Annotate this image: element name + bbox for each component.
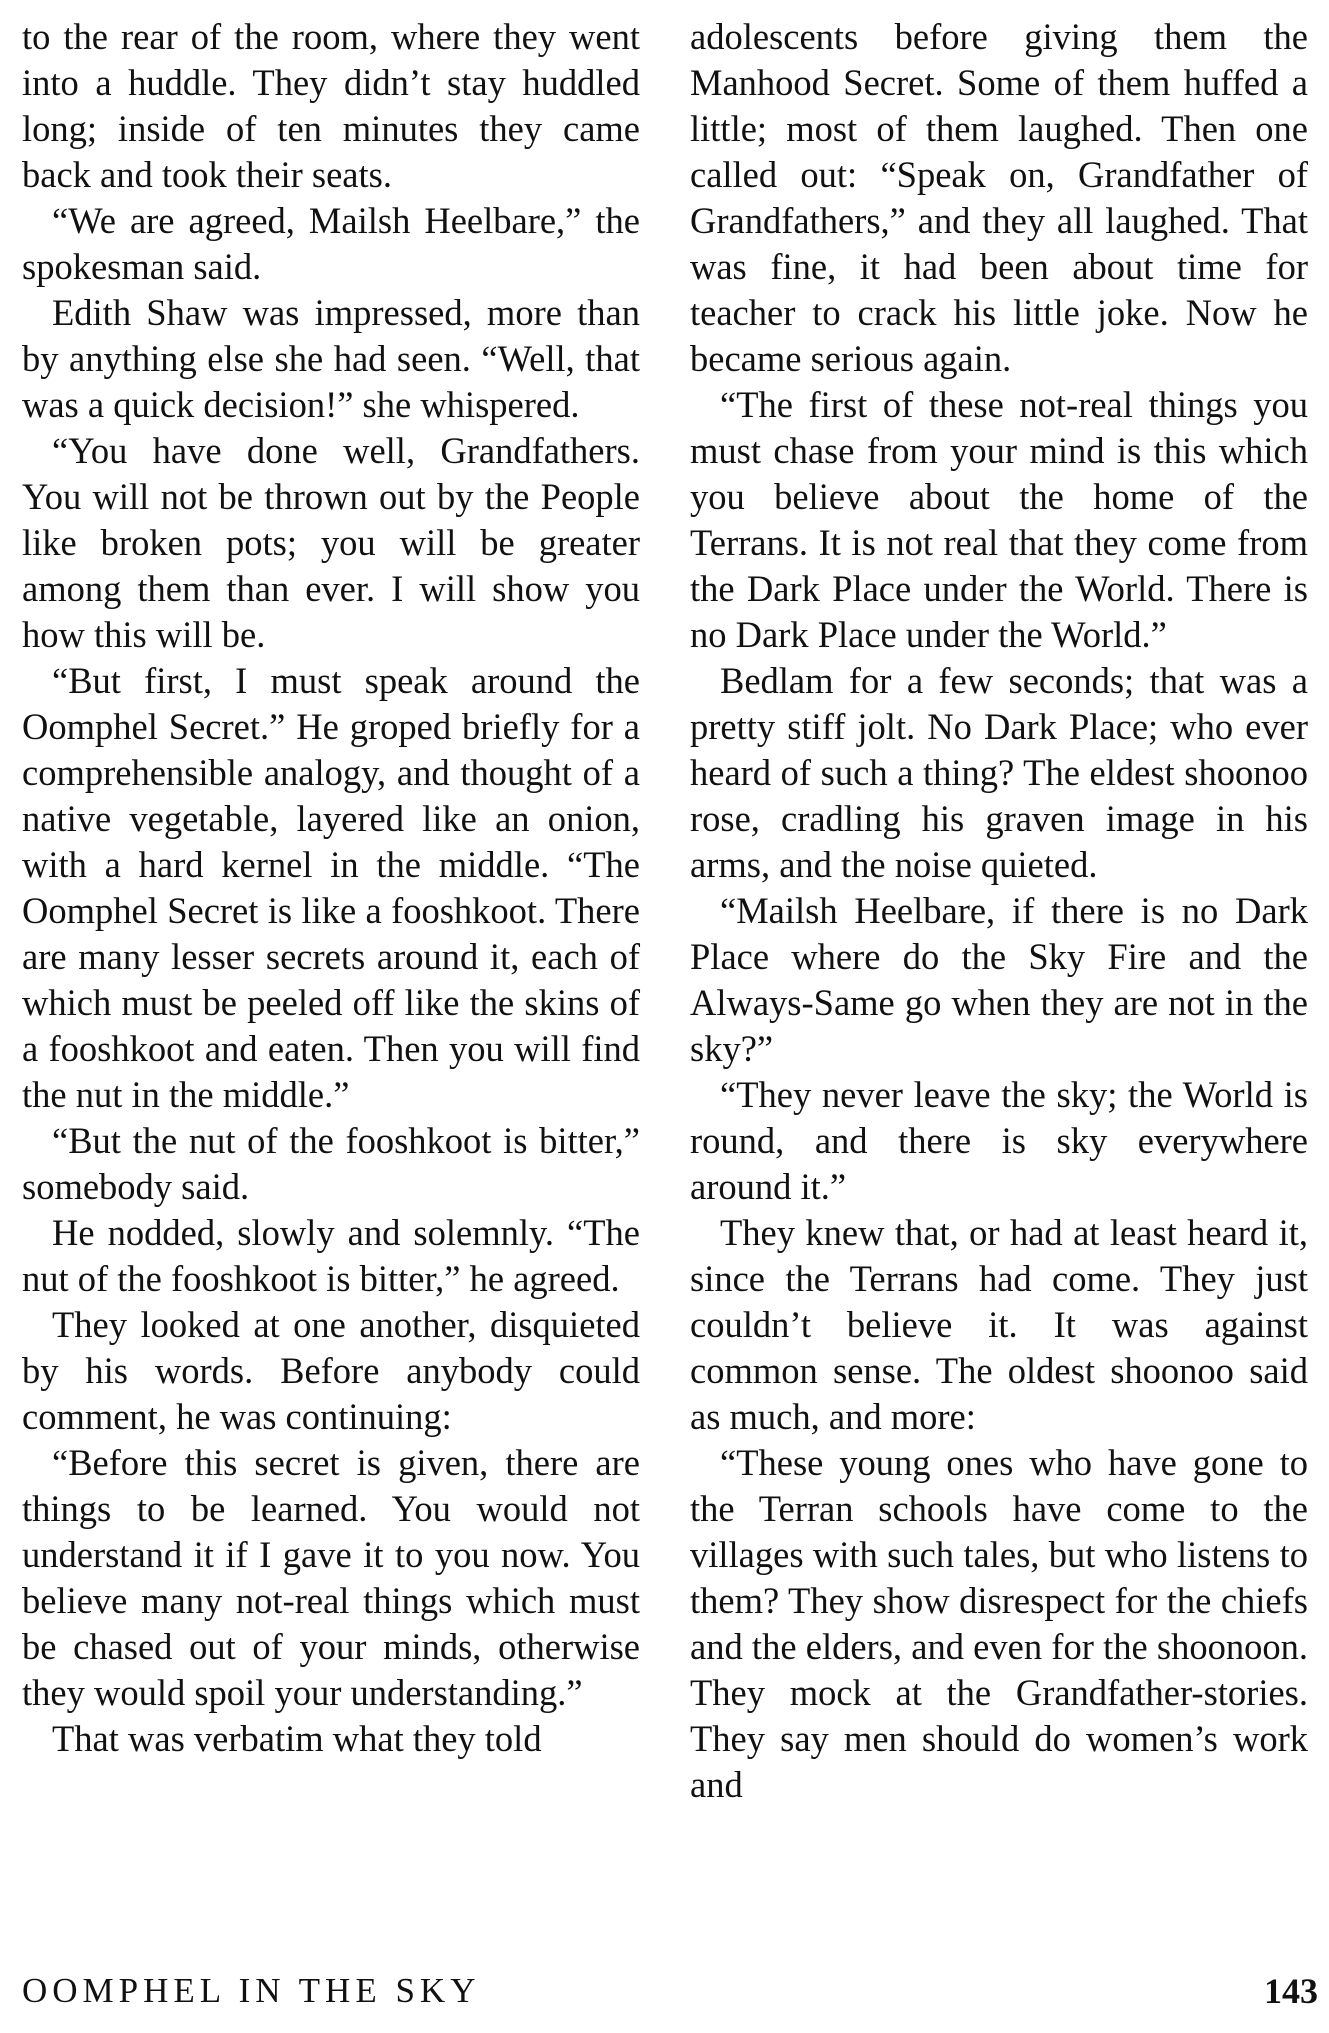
paragraph: “We are agreed, Mailsh Heelbare,” the spokesman said. xyxy=(22,200,640,287)
right-column xyxy=(690,14,1308,1808)
paragraph: “The first of these not-real things you must chase from your mind is this which you believe about the home of the Terrans. It is not real that they come from the Dark Place under the World. There is no Dark Place under the World.” xyxy=(690,384,1308,655)
paragraph: “But first, I must speak around the Oomphel Secret.” He groped briefly for a comprehensible analogy, and thought of a native vegetable, layered like an onion, with a hard kernel in the middle. “The Oomphel Secret is like a fooshkoot. There are many lesser secrets around it, each of which must be peeled off like the skins of a fooshkoot and eaten. Then you will find the nut in the middle.” xyxy=(22,660,640,1115)
paragraph: Bedlam for a few seconds; that was a pretty stiff jolt. No Dark Place; who ever heard of such a thing? The eldest shoonoo rose, cradling his graven image in his arms, and the noise quieted. xyxy=(690,660,1308,885)
paragraph: adolescents before giving them the Manhood Secret. Some of them huffed a little; most of them laughed. Then one called out: “Speak on, Grandfather of Grandfathers,” and they all laughed. That was fine, it had been about time for teacher to crack his little joke. Now he became serious again. xyxy=(690,16,1308,379)
left-column xyxy=(22,14,640,1762)
paragraph: Edith Shaw was impressed, more than by anything else she had seen. “Well, that was a quick decision!” she whispered. xyxy=(22,292,640,425)
paragraph: to the rear of the room, where they went into a huddle. They didn’t stay huddled long; inside of ten minutes they came back and took their seats. xyxy=(22,16,640,195)
paragraph: “Before this secret is given, there are things to be learned. You would not understand it if I gave it to you now. You believe many not-real things which must be chased out of your minds, otherwise they would spoil your understanding.” xyxy=(22,1442,640,1713)
paragraph: They looked at one another, disquieted by his words. Before anybody could comment, he was continuing: xyxy=(22,1304,640,1437)
page-number: 143 xyxy=(1264,1971,1318,2011)
paragraph: He nodded, slowly and solemnly. “The nut of the fooshkoot is bitter,” he agreed. xyxy=(22,1212,640,1299)
paragraph: “They never leave the sky; the World is round, and there is sky everywhere around it.” xyxy=(690,1074,1308,1207)
paragraph: “These young ones who have gone to the Terran schools have come to the villages with such tales, but who listens to them? They show disrespect for the chiefs and the elders, and even for the shoonoon. They mock at the Grandfather-stories. They say men should do women’s work and xyxy=(690,1442,1308,1805)
paragraph: That was verbatim what they told xyxy=(52,1718,542,1759)
paragraph: “Mailsh Heelbare, if there is no Dark Place where do the Sky Fire and the Always-Same go when they are not in the sky?” xyxy=(690,890,1308,1069)
paragraph: They knew that, or had at least heard it, since the Terrans had come. They just couldn’t believe it. It was against common sense. The oldest shoonoo said as much, and more: xyxy=(690,1212,1308,1437)
paragraph: “You have done well, Grandfathers. You will not be thrown out by the People like broken pots; you will be greater among them than ever. I will show you how this will be. xyxy=(22,430,640,655)
paragraph: “But the nut of the fooshkoot is bitter,” somebody said. xyxy=(22,1120,640,1207)
running-title: OOMPHEL IN THE SKY xyxy=(22,1971,481,2010)
page-footer xyxy=(22,1966,1318,2016)
